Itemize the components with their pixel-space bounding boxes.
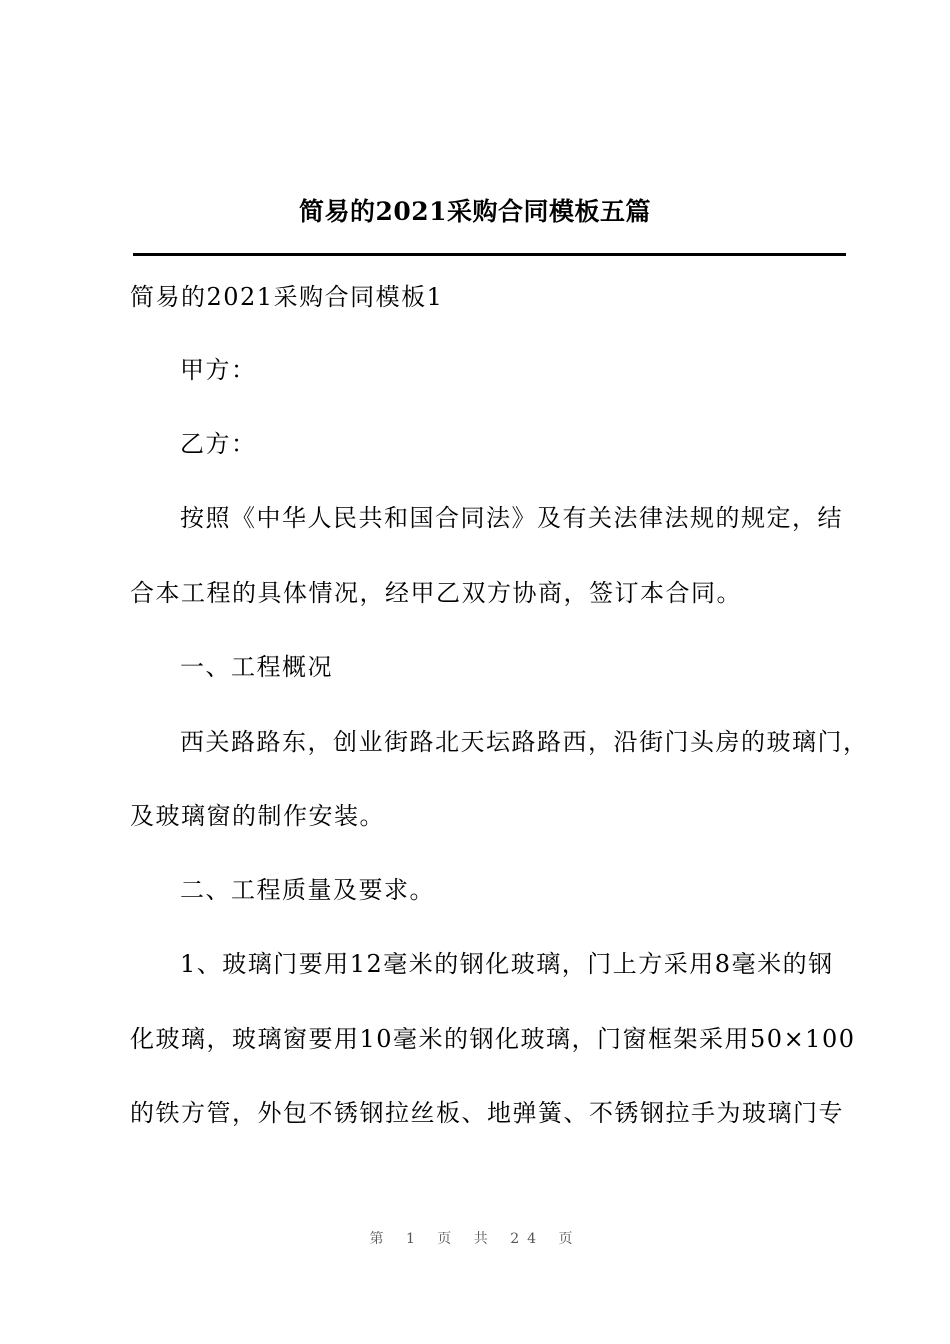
clause-heading: 二、工程质量及要求。: [180, 876, 435, 904]
title-underline: [133, 253, 846, 256]
party-a-label: 甲方：: [180, 356, 257, 384]
paragraph-line: 按照《中华人民共和国合同法》及有关法律法规的规定，结: [180, 504, 843, 532]
paragraph-line: 及玻璃窗的制作安装。: [130, 802, 385, 830]
paragraph-line: 1、玻璃门要用12毫米的钢化玻璃，门上方采用8毫米的钢: [180, 950, 834, 978]
section-heading: 简易的2021采购合同模板1: [130, 283, 444, 311]
paragraph-line: 西关路路东，创业街路北天坛路路西，沿街门头房的玻璃门，: [180, 728, 869, 756]
party-b-label: 乙方：: [180, 430, 257, 458]
paragraph-line: 合本工程的具体情况，经甲乙双方协商，签订本合同。: [130, 579, 742, 607]
document-title: 简易的2021采购合同模板五篇: [298, 197, 652, 226]
clause-heading: 一、工程概况: [180, 653, 333, 681]
paragraph-line: 化玻璃，玻璃窗要用10毫米的钢化玻璃，门窗框架采用50×100: [130, 1025, 856, 1053]
page-number-footer: 第 1 页 共 24 页: [369, 1231, 581, 1247]
paragraph-line: 的铁方管，外包不锈钢拉丝板、地弹簧、不锈钢拉手为玻璃门专: [130, 1099, 844, 1127]
